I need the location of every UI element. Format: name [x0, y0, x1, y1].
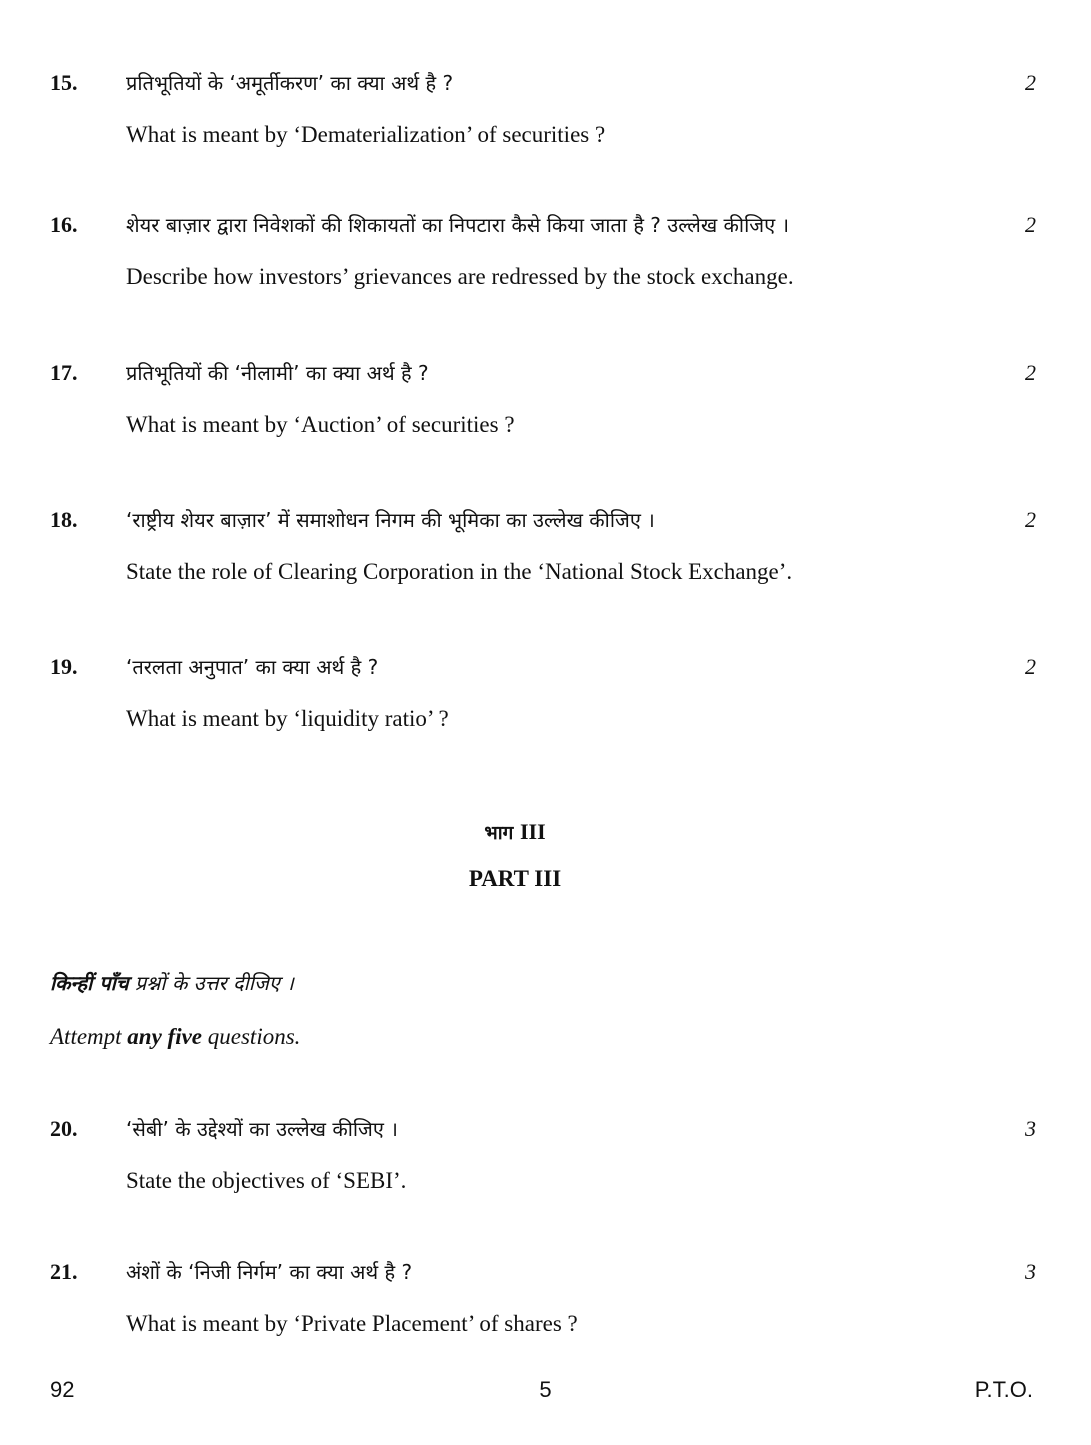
question-text-hindi: ‘सेबी’ के उद्देश्यों का उल्लेख कीजिए ।	[126, 1117, 398, 1141]
question-marks: 2	[1025, 212, 1036, 237]
instruction-hindi-emphasis: किन्हीं पाँच	[50, 971, 129, 995]
paper-code: 92	[50, 1377, 75, 1402]
question-number: 17.	[50, 360, 78, 385]
question-text-english: Describe how investors’ grievances are redressed by the stock exchange.	[126, 264, 794, 289]
question-marks: 2	[1025, 507, 1036, 532]
question-text-hindi: प्रतिभूतियों के ‘अमूर्तीकरण’ का क्या अर्थ है ?	[126, 71, 454, 95]
question-text-english: State the role of Clearing Corporation in the ‘National Stock Exchange’.	[126, 559, 793, 584]
question-marks: 3	[1025, 1259, 1036, 1284]
question-marks: 2	[1025, 70, 1036, 95]
question-number: 21.	[50, 1259, 78, 1284]
question-number: 16.	[50, 212, 78, 237]
question-number: 20.	[50, 1116, 78, 1141]
part-word-hindi: भाग	[484, 822, 514, 844]
part-heading-hindi	[0, 818, 1030, 847]
instruction-english-emphasis: any five	[127, 1024, 203, 1049]
instruction-english	[50, 1022, 300, 1052]
question-text-hindi: ‘तरलता अनुपात’ का क्या अर्थ है ?	[126, 655, 379, 679]
question-number: 15.	[50, 70, 78, 95]
part-numeral: III	[519, 819, 546, 844]
question-text-english: What is meant by ‘Auction’ of securities ?	[126, 412, 515, 437]
question-number: 18.	[50, 507, 78, 532]
instruction-hindi	[50, 968, 294, 998]
instruction-english-pre: Attempt	[50, 1024, 128, 1049]
question-text-hindi: शेयर बाज़ार द्वारा निवेशकों की शिकायतों का निपटारा कैसे किया जाता है ? उल्लेख कीजिए ।	[126, 213, 790, 237]
question-marks: 3	[1025, 1116, 1036, 1141]
question-text-english: State the objectives of ‘SEBI’.	[126, 1168, 407, 1193]
page-number: 5	[539, 1377, 552, 1402]
question-marks: 2	[1025, 360, 1036, 385]
instruction-hindi-rest: प्रश्नों के उत्तर दीजिए ।	[128, 971, 294, 995]
question-text-english: What is meant by ‘Private Placement’ of shares ?	[126, 1311, 578, 1336]
question-text-hindi: अंशों के ‘निजी निर्गम’ का क्या अर्थ है ?	[126, 1260, 413, 1284]
question-text-english: What is meant by ‘liquidity ratio’ ?	[126, 706, 449, 731]
please-turn-over: P.T.O.	[974, 1377, 1033, 1402]
question-number: 19.	[50, 654, 78, 679]
question-text-hindi: प्रतिभूतियों की ‘नीलामी’ का क्या अर्थ है ?	[126, 361, 429, 385]
question-marks: 2	[1025, 654, 1036, 679]
question-text-english: What is meant by ‘Dematerialization’ of securities ?	[126, 122, 606, 147]
question-text-hindi: ‘राष्ट्रीय शेयर बाज़ार’ में समाशोधन निगम की भूमिका का उल्लेख कीजिए ।	[126, 508, 655, 532]
part-heading-english: PART III	[468, 866, 562, 891]
instruction-english-post: questions.	[202, 1024, 301, 1049]
